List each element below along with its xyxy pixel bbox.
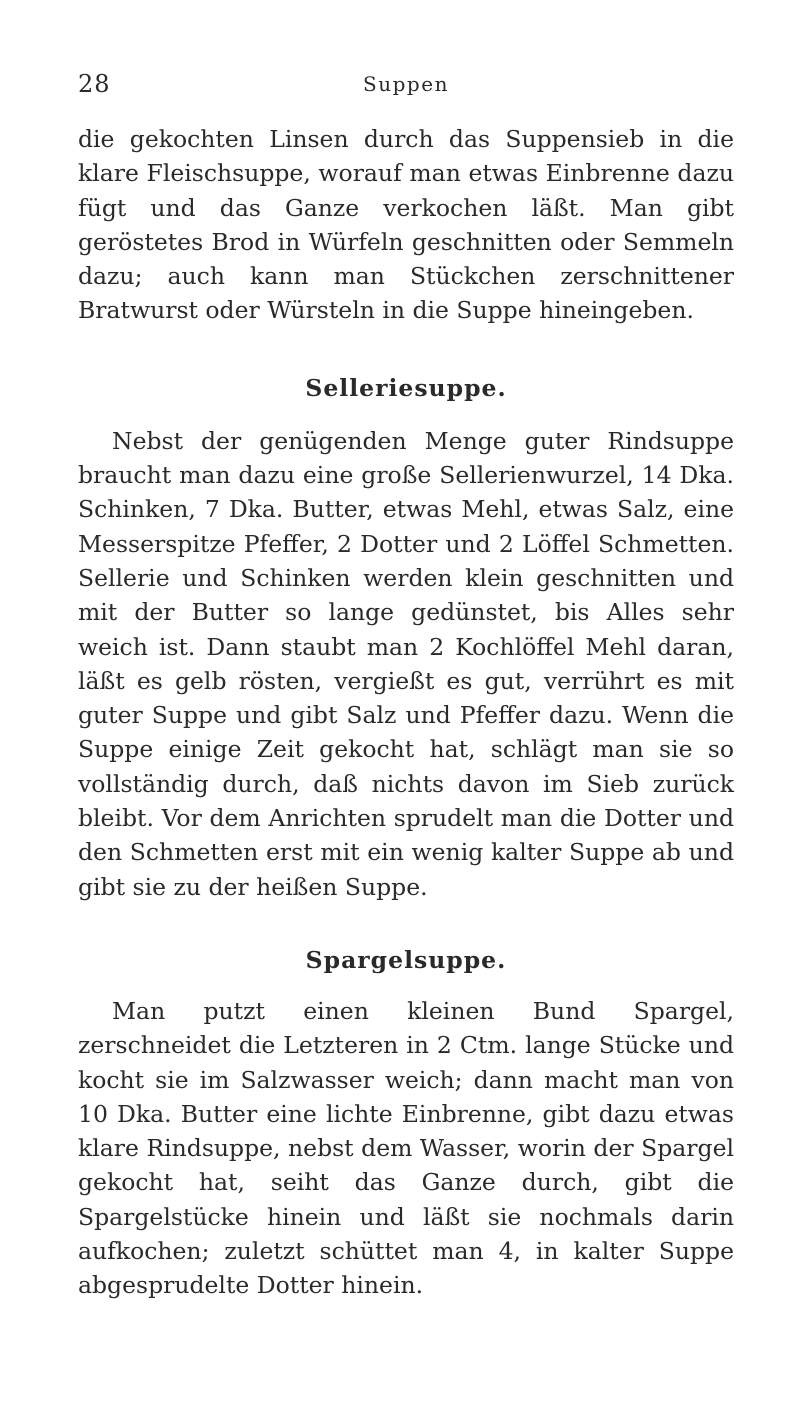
section-body-spargelsuppe: Man putzt einen kleinen Bund Spargel, zerschneidet die Letzteren in 2 Ctm. lange Stücke und kocht sie im Salzwasser weich; dann macht man von 10 Dka. Butter eine lichte Einbrenne, gibt dazu etwas klare Rindsuppe, nebst dem Wasser, worin der Spargel gekocht hat, seiht das Ganze durch, gibt die Spargelstücke hinein und läßt sie nochmals darin aufkochen; zuletzt schüttet man 4, in kalter Suppe abgesprudelte Dotter hinein. — [78, 996, 734, 1300]
section-body-selleriesuppe: Nebst der genügenden Menge guter Rindsuppe braucht man dazu eine große Sellerienwurzel, 14 Dka. Schinken, 7 Dka. Butter, etwas Mehl, etwas Salz, eine Messerspitze Pfeffer, 2 Dotter und 2 Löffel Schmetten. Sellerie und Schinken werden klein geschnitten und mit der Butter so lange gedünstet, bis Alles sehr weich ist. Dann staubt man 2 Kochlöffel Mehl daran, läßt es gelb rösten, vergießt es gut, verrührt es mit guter Suppe und gibt Salz und Pfeffer dazu. Wenn die Suppe einige Zeit gekocht hat, schlägt man sie so vollständig durch, daß nichts davon im Sieb zurück bleibt. Vor dem Anrichten sprudelt man die Dotter und den Schmetten erst mit ein wenig kalter Suppe ab und gibt sie zu der heißen Suppe. — [78, 426, 734, 901]
text-block — [78, 122, 734, 1303]
page-number: 28 — [78, 70, 111, 98]
section-heading-spargelsuppe: Spargelsuppe. — [305, 945, 507, 974]
running-head: Suppen — [363, 72, 449, 96]
intro-paragraph: die gekochten Linsen durch das Suppensieb in die klare Fleischsuppe, worauf man etwas Einbrenne dazu fügt und das Ganze verkochen läßt. Man gibt geröstetes Brod in Würfeln geschnitten oder Semmeln dazu; auch kann man Stückchen zerschnittener Bratwurst oder Würsteln in die Suppe hineingeben. — [78, 125, 734, 325]
section-heading-selleriesuppe: Selleriesuppe. — [305, 373, 507, 402]
page-header — [78, 70, 734, 106]
